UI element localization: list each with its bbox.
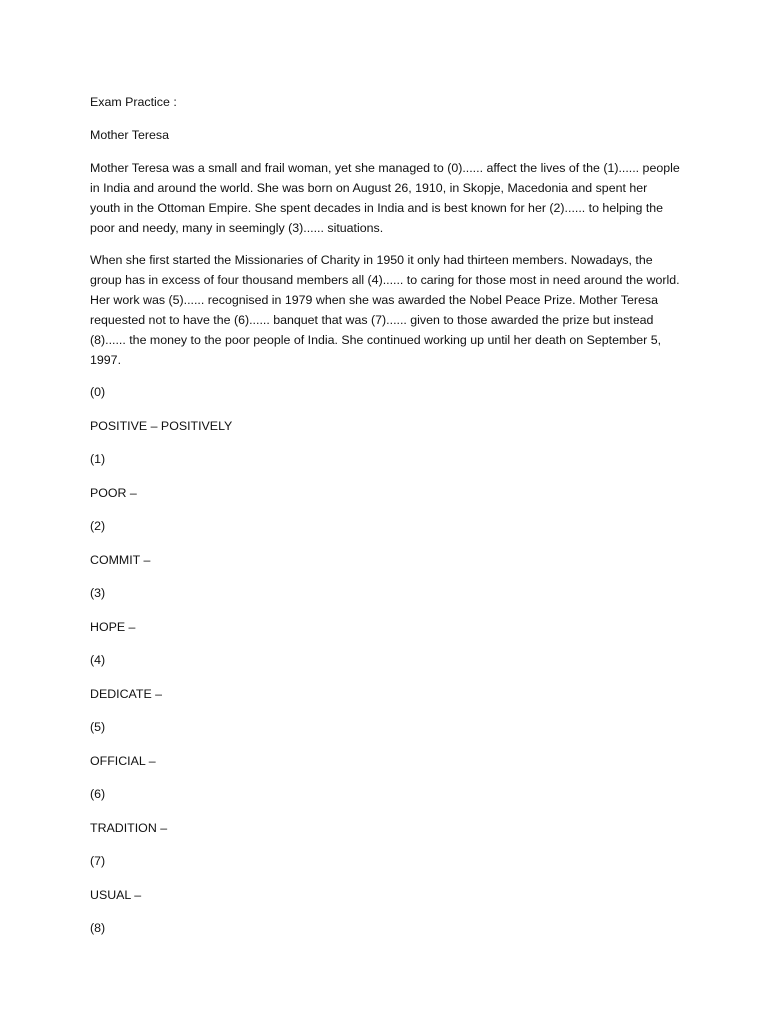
exam-label: Exam Practice : <box>90 95 177 109</box>
exercise-item-5 <box>90 717 680 771</box>
item-number: (3) <box>90 586 106 600</box>
item-number: (8) <box>90 921 106 935</box>
item-word: OFFICIAL – <box>90 753 156 768</box>
item-number: (2) <box>90 519 106 533</box>
item-number: (4) <box>90 653 106 667</box>
item-word: COMMIT – <box>90 552 151 567</box>
exercise-item-1 <box>90 449 680 503</box>
exercise-item-6 <box>90 784 680 838</box>
item-word: POSITIVE – POSITIVELY <box>90 418 233 433</box>
exercise-item-3 <box>90 583 680 637</box>
exercise-item-0 <box>90 382 680 436</box>
paragraph-1: Mother Teresa was a small and frail woman, yet she managed to (0)...... affect the lives of the (1)...... people in India and around the world. She was born on August 26, 1910, in Skopje, Macedonia and spent her youth in the Ottoman Empire. She spent decades in India and is best known for her (2)...... to helping the poor and needy, many in seemingly (3)...... situations. <box>90 161 680 235</box>
item-number: (0) <box>90 385 106 399</box>
document-page <box>90 92 680 952</box>
exercise-item-4 <box>90 650 680 704</box>
item-word: HOPE – <box>90 619 136 634</box>
paragraph-2: When she first started the Missionaries of Charity in 1950 it only had thirteen members. Nowadays, the group has in excess of four thousand members all (4)...... to caring for those most in need around the world. Her work was (5)...... recognised in 1979 when she was awarded the Nobel Peace Prize. Mother Teresa requested not to have the (6)...... banquet that was (7)...... given to those awarded the prize but instead (8)...... the money to the poor people of India. She continued working up until her death on September 5, 1997. <box>90 253 680 367</box>
exercise-item-7 <box>90 851 680 905</box>
item-word: DEDICATE – <box>90 686 163 701</box>
item-word: USUAL – <box>90 887 142 902</box>
exercise-item-2 <box>90 516 680 570</box>
item-word: TRADITION – <box>90 820 168 835</box>
item-word: POOR – <box>90 485 137 500</box>
document-title: Mother Teresa <box>90 128 169 142</box>
item-number: (5) <box>90 720 106 734</box>
item-number: (7) <box>90 854 106 868</box>
item-number: (1) <box>90 452 106 466</box>
item-number: (6) <box>90 787 106 801</box>
exercise-list <box>90 382 680 938</box>
exercise-item-8 <box>90 918 680 938</box>
